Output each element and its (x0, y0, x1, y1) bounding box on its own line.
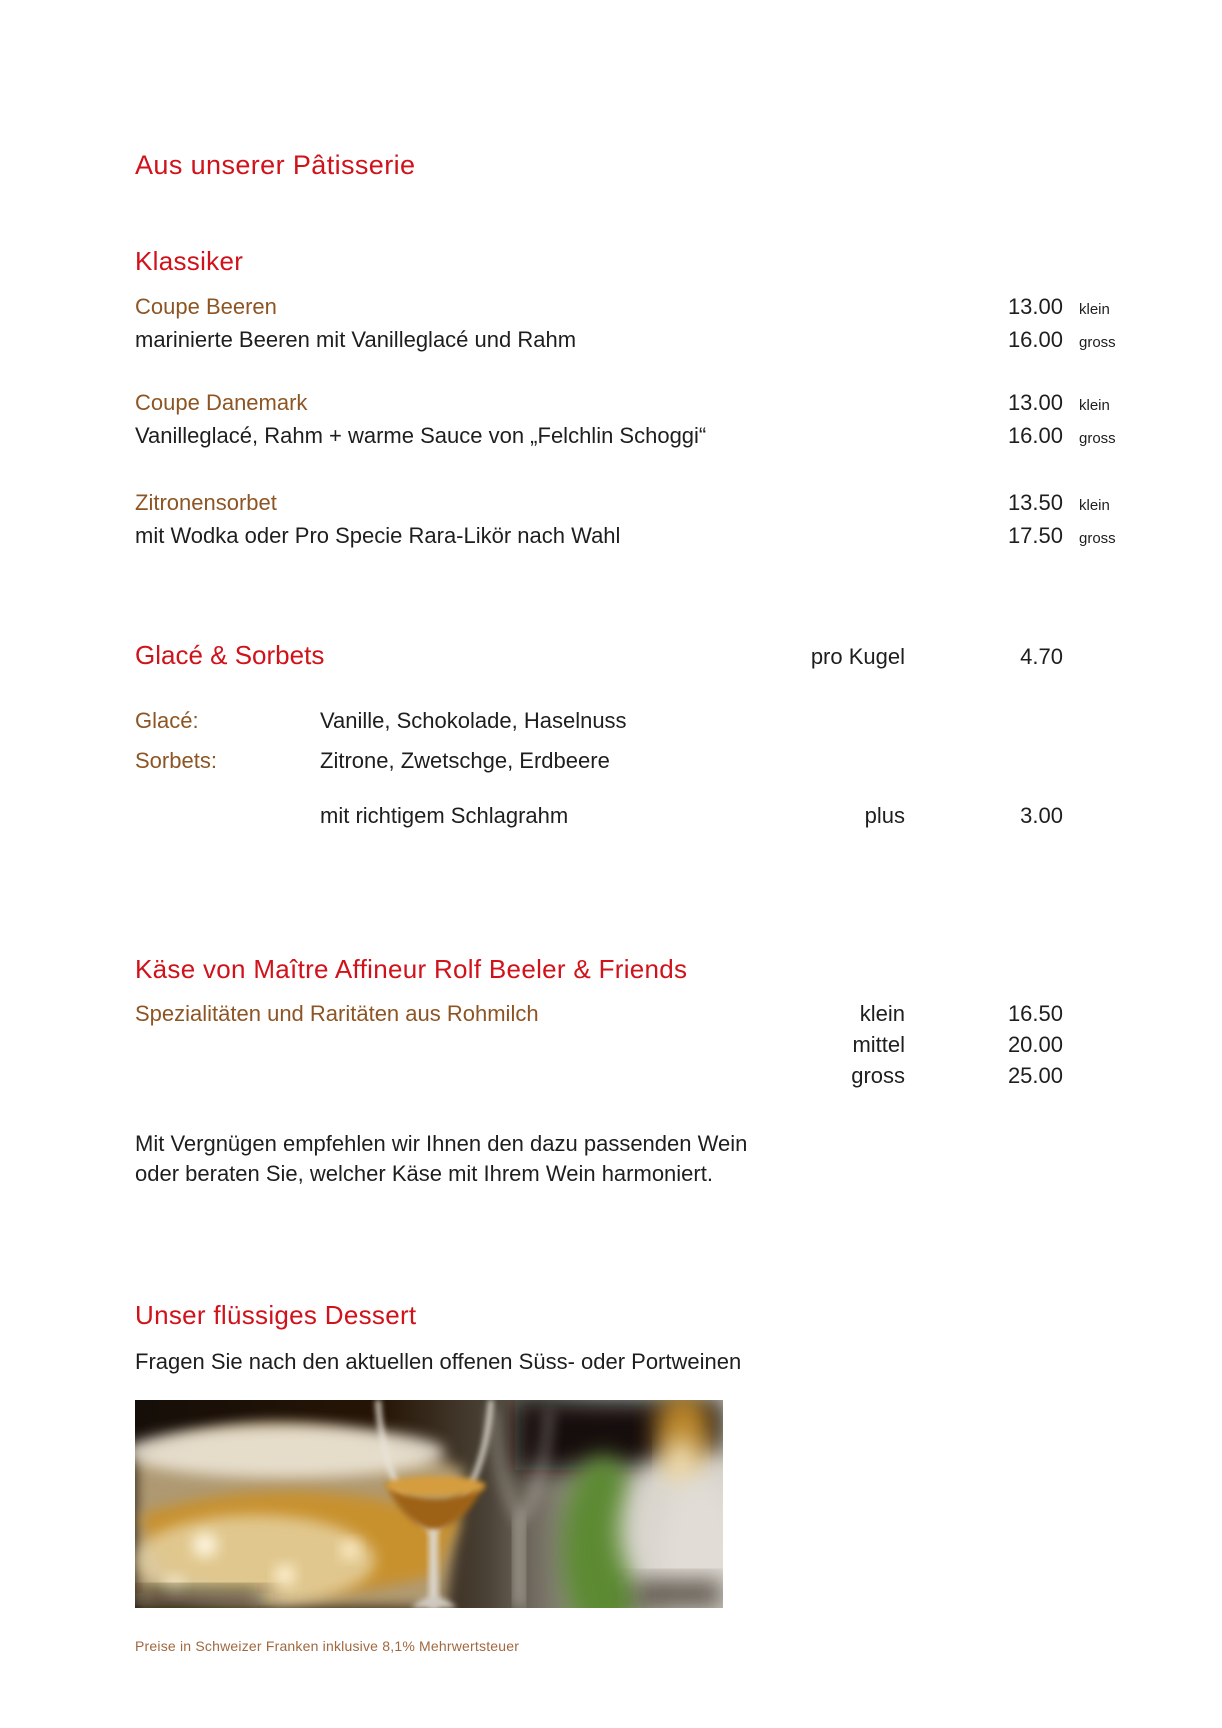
size-price: 16.50 (1007, 1001, 1063, 1026)
size-price: 20.00 (1007, 1032, 1063, 1057)
item-name: Coupe Danemark (135, 390, 308, 415)
glace-flavour-row (135, 746, 1137, 776)
item-price-small: 13.00 (1007, 390, 1063, 415)
dessert-wine-photo (135, 1400, 723, 1608)
dessert-heading: Unser flüssiges Dessert (135, 1300, 417, 1330)
item-description: marinierte Beeren mit Vanilleglacé und Rahm (135, 327, 577, 352)
glace-unit-label: pro Kugel (810, 644, 905, 669)
item-size-small: klein (1079, 497, 1110, 514)
item-size-large: gross (1079, 430, 1116, 447)
klassiker-heading: Klassiker (135, 246, 244, 276)
kaese-note-line2: oder beraten Sie, welcher Käse mit Ihrem Wein harmoniert. (135, 1161, 713, 1186)
item-price-large: 17.50 (1007, 523, 1063, 548)
dessert-text: Fragen Sie nach den aktuellen offenen Süss- oder Portweinen (135, 1349, 742, 1374)
item-description: Vanilleglacé, Rahm + warme Sauce von „Felchlin Schoggi“ (135, 423, 707, 448)
item-name: Zitronensorbet (135, 490, 277, 515)
kaese-heading: Käse von Maître Affineur Rolf Beeler & Friends (135, 954, 688, 984)
kaese-subheading: Spezialitäten und Raritäten aus Rohmilch (135, 1001, 539, 1026)
section-kaese (135, 953, 1137, 1189)
footer-note: Preise in Schweizer Franken inklusive 8,1% Mehrwertsteuer (135, 1638, 520, 1654)
section-glace-sorbets (135, 639, 1137, 831)
item-description: mit Wodka oder Pro Specie Rara-Likör nach Wahl (135, 523, 621, 548)
section-fluessiges-dessert (135, 1299, 1137, 1608)
glace-heading: Glacé & Sorbets (135, 640, 325, 670)
item-price-large: 16.00 (1007, 327, 1063, 352)
flavour-category: Sorbets: (135, 748, 217, 773)
kaese-note-line1: Mit Vergnügen empfehlen wir Ihnen den dazu passenden Wein (135, 1131, 748, 1156)
section-klassiker (135, 245, 1137, 554)
item-name: Coupe Beeren (135, 294, 277, 319)
kaese-price-table (135, 998, 1137, 1091)
size-price: 25.00 (1007, 1063, 1063, 1088)
glace-flavour-list (135, 706, 1137, 776)
item-price-small: 13.00 (1007, 294, 1063, 319)
extra-label: plus (864, 803, 905, 828)
menu-item-coupe-danemark (135, 388, 1137, 454)
kaese-size-row (135, 1029, 1137, 1060)
item-size-large: gross (1079, 530, 1116, 547)
item-size-small: klein (1079, 397, 1110, 414)
menu-item-coupe-beeren (135, 292, 1137, 358)
item-size-small: klein (1079, 301, 1110, 318)
flavour-values: Zitrone, Zwetschge, Erdbeere (320, 748, 610, 773)
size-label: mittel (852, 1032, 905, 1057)
menu-item-zitronensorbet (135, 488, 1137, 554)
flavour-category: Glacé: (135, 708, 199, 733)
page-title: Aus unserer Pâtisserie (135, 150, 416, 180)
flavour-values: Vanille, Schokolade, Haselnuss (320, 708, 627, 733)
item-price-small: 13.50 (1007, 490, 1063, 515)
glace-flavour-row (135, 706, 1137, 736)
glace-unit-price: 4.70 (1020, 644, 1063, 669)
size-label: gross (851, 1063, 905, 1088)
size-label: klein (859, 1001, 905, 1026)
kaese-size-row (135, 998, 1137, 1029)
extra-price: 3.00 (1020, 803, 1063, 828)
item-size-large: gross (1079, 334, 1116, 351)
kaese-size-row (135, 1060, 1137, 1091)
item-price-large: 16.00 (1007, 423, 1063, 448)
schlagrahm-row (135, 801, 1137, 831)
kaese-note (135, 1129, 1137, 1189)
extra-text: mit richtigem Schlagrahm (320, 803, 569, 828)
